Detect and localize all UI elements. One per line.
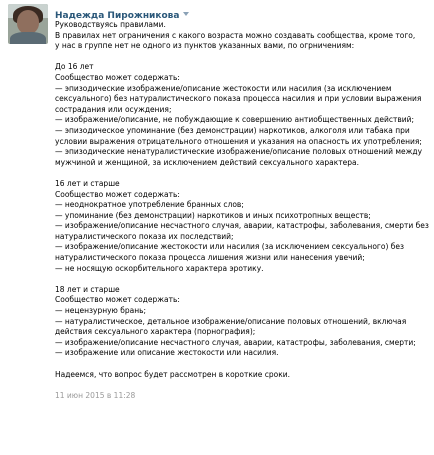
text-line: Сообщество может содержать: — [55, 189, 180, 199]
text-line: Руководствуясь правилами. — [55, 20, 166, 29]
text-line: — натуралистическое, детальное изображение/описание половых отношений, включая — [55, 316, 407, 326]
chevron-down-icon[interactable] — [183, 12, 189, 16]
text-line: сострадания или осуждения; — [55, 104, 172, 114]
author-name-link[interactable]: Надежда Пирожникова — [55, 11, 180, 21]
text-line: 18 лет и старше — [55, 284, 120, 294]
text-line: До 16 лет — [55, 62, 94, 72]
paragraph-gap — [55, 168, 429, 179]
text-line: действия сексуального характера (порнография); — [55, 327, 256, 337]
text-line: у нас в группе нет не одного из пунктов указанных вами, по огрничениям: — [55, 41, 355, 51]
text-line: — изображение/описание, не побуждающие к совершению антиобщественных действий; — [55, 115, 415, 125]
text-line: — изображение/описание жестокости или насилия (за исключением сексуального) без — [55, 242, 404, 252]
comment-text — [55, 20, 429, 391]
text-line: сексуального) без натуралистического показа процесса насилия и при условии выражения — [55, 94, 422, 104]
paragraph-gap — [55, 359, 429, 370]
text-line: — нецензурную брань; — [55, 306, 147, 316]
avatar-face — [17, 10, 39, 34]
text-line: — эпизодические ненатуралистические изображение/описание половых отношений между — [55, 147, 423, 157]
text-line: натуралистического показа их последствий; — [55, 231, 234, 241]
text-line: — не носящую оскорбительного характера эротику. — [55, 263, 264, 273]
paragraph-gap — [55, 274, 429, 285]
text-line: Надеемся, что вопрос будет рассмотрен в короткие сроки. — [55, 369, 291, 379]
text-line: — изображение/описание несчастного случая, аварии, катастрофы, заболевания, смерти; — [55, 337, 416, 347]
comment-content — [55, 3, 429, 401]
paragraph-gap — [55, 52, 429, 63]
text-line: условии выражения отрицательного отношения и указания на опасность их употребления; — [55, 136, 422, 146]
text-line: — эпизодические изображение/описание жестокости или насилия (за исключением — [55, 83, 392, 93]
text-line: Сообщество может содержать: — [55, 72, 180, 82]
text-line: — эпизодическое упоминание (без демонстрации) наркотиков, алкоголя или табака при — [55, 125, 410, 135]
author-line — [55, 3, 429, 21]
text-line: натуралистического показа процесса лишения жизни или нанесения увечий; — [55, 253, 365, 263]
avatar-shoulders — [10, 32, 46, 44]
text-line: — изображение/описание несчастного случая, аварии, катастрофы, заболевания, смерти без — [55, 221, 429, 231]
post-date-link[interactable]: 11 июн 2015 в 11:28 — [55, 390, 136, 400]
text-line: — изображение или описание жестокости или насилия. — [55, 348, 279, 358]
text-line: — неоднократное употребление бранных слов; — [55, 200, 244, 210]
text-line: — упоминание (без демонстрации) наркотиков и иных психотропных веществ; — [55, 210, 371, 220]
text-line: Сообщество может содержать: — [55, 295, 180, 305]
paragraph-gap — [55, 380, 429, 391]
text-line: мужчиной и женщиной, за исключением действий сексуального характера. — [55, 157, 360, 167]
text-line: 16 лет и старше — [55, 178, 120, 188]
text-line: В правилах нет ограничения с какого возраста можно создавать сообщества, кроме того, — [55, 30, 416, 40]
avatar[interactable] — [8, 4, 48, 44]
